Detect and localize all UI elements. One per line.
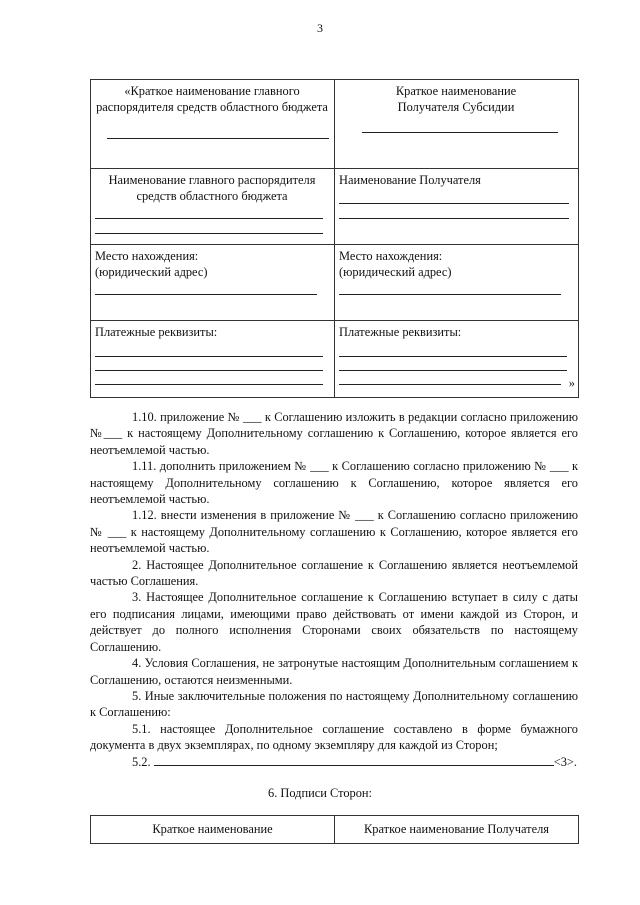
paragraph-1-11: 1.11. дополнить приложением № ___ к Соглашению согласно приложению № ___ к настоящему Дополнительному соглашению к Соглашению, которое является его неотъемлемой частью. xyxy=(90,459,578,507)
signatures-heading: 6. Подписи Сторон: xyxy=(268,786,372,800)
closing-quote: » xyxy=(568,375,575,390)
page-number: 3 xyxy=(317,21,323,35)
address-left-sublabel: (юридический адрес) xyxy=(95,264,208,279)
signature-right-cell: Краткое наименование Получателя xyxy=(335,816,579,844)
paragraph-5-2-label: 5.2. xyxy=(132,754,151,769)
fill-line xyxy=(339,189,569,204)
address-right-label: Место нахождения: xyxy=(339,249,443,263)
fill-line xyxy=(339,371,561,385)
paragraph-5-1: 5.1. настоящее Дополнительное соглашение составлено в форме бумажного документа в двух экземплярах, по одному экземпляру для каждой из Сторон; xyxy=(90,721,578,753)
header-right-text: Краткое наименование Получателя Субсидии xyxy=(395,84,517,114)
fill-line xyxy=(339,204,569,219)
name-left-cell xyxy=(91,169,335,245)
name-left-text: Наименование главного распорядителя средств областного бюджета xyxy=(108,173,316,203)
fill-line xyxy=(95,219,323,234)
fill-line xyxy=(339,357,567,371)
paragraph-5: 5. Иные заключительные положения по настоящему Дополнительному соглашению к Соглашению: xyxy=(90,688,578,720)
payment-right-label: Платежные реквизиты: xyxy=(339,325,462,339)
paragraph-1-10: 1.10. приложение № ___ к Соглашению изложить в редакции согласно приложению №___ к настоящему Дополнительному соглашению к Соглашению, которое является его неотъемлемой частью. xyxy=(90,410,578,457)
paragraph-4: 4. Условия Соглашения, не затронутые настоящим Дополнительным соглашением к Соглашению, остаются неизменными. xyxy=(90,656,578,687)
fill-line xyxy=(339,280,561,295)
name-right-text: Наименование Получателя xyxy=(339,173,481,187)
requisites-table xyxy=(90,79,579,398)
fill-line xyxy=(95,204,323,219)
header-right-cell xyxy=(335,80,579,169)
fill-line xyxy=(154,754,554,766)
fill-line xyxy=(95,280,317,295)
header-left-cell xyxy=(91,80,335,169)
signature-left-cell: Краткое наименование xyxy=(91,816,335,844)
fill-line xyxy=(339,343,567,357)
address-left-label: Место нахождения: xyxy=(95,249,199,263)
signature-line xyxy=(107,124,329,139)
signature-line xyxy=(362,118,558,133)
document-body xyxy=(90,409,578,770)
signatures-table xyxy=(90,815,579,844)
address-right-cell xyxy=(335,245,579,321)
address-right-sublabel: (юридический адрес) xyxy=(339,264,452,279)
address-left-cell xyxy=(91,245,335,321)
payment-right-cell xyxy=(335,321,579,398)
name-right-cell xyxy=(335,169,579,245)
payment-left-label: Платежные реквизиты: xyxy=(95,325,218,339)
paragraph-3: 3. Настоящее Дополнительное соглашение к Соглашению вступает в силу с даты его подписания лицами, имеющими право действовать от имени каждой из Сторон, и действует до полного исполнения Сторонами своих обязательств по настоящему Соглашению. xyxy=(90,590,578,654)
fill-line xyxy=(95,371,323,385)
header-left-text: «Краткое наименование главного распорядителя средств областного бюджета xyxy=(96,84,328,114)
payment-left-cell xyxy=(91,321,335,398)
paragraph-5-2 xyxy=(90,754,578,770)
paragraph-5-2-suffix: <3>. xyxy=(553,754,577,769)
paragraph-2: 2. Настоящее Дополнительное соглашение к Соглашению является неотъемлемой частью Соглашения. xyxy=(90,557,578,589)
fill-line xyxy=(95,343,323,357)
fill-line xyxy=(95,357,323,371)
paragraph-1-12: 1.12. внести изменения в приложение № ___ к Соглашению согласно приложению № ___ к настоящему Дополнительному соглашению к Соглашению, которое является его неотъемлемой частью. xyxy=(90,508,578,556)
